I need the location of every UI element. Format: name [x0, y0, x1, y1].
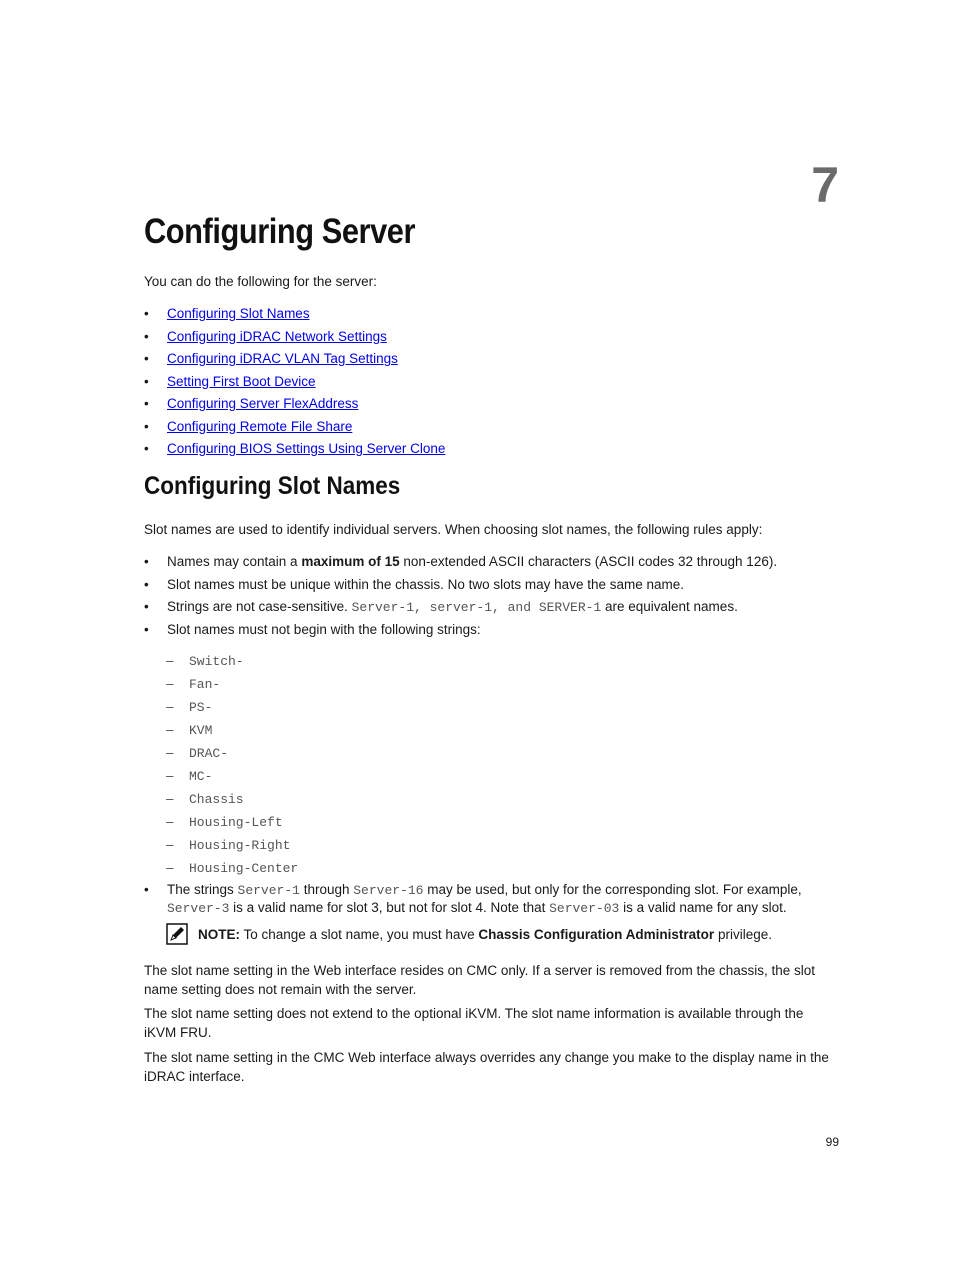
note-emphasis: Chassis Configuration Administrator	[478, 926, 715, 942]
list-item	[144, 372, 445, 395]
rule-item	[144, 881, 802, 917]
code-text: Server-1, server-1, and SERVER-1	[351, 600, 602, 615]
code-text: Housing-Left	[189, 815, 283, 830]
list-item	[144, 439, 445, 462]
rule-text: non-extended ASCII characters (ASCII codes 32 through 126).	[399, 554, 778, 569]
code-text: DRAC-	[189, 746, 229, 761]
list-item: – Housing-Right	[166, 837, 291, 853]
note-pencil-icon	[166, 923, 188, 945]
rule-text: The strings	[167, 882, 238, 897]
code-text: Server-1	[237, 883, 300, 898]
rule-text: Slot names must not begin with the following strings:	[167, 621, 481, 637]
paragraph: The slot name setting in the Web interface resides on CMC only. If a server is removed from the chassis, the slot name setting does not remain with the server.	[144, 963, 816, 997]
paragraph: The slot name setting does not extend to the optional iKVM. The slot name information is available through the iKVM FRU.	[144, 1006, 804, 1040]
rules-list	[144, 552, 777, 642]
list-item	[144, 417, 445, 440]
note-text: privilege.	[714, 926, 772, 942]
note-text: To change a slot name, you must have	[240, 926, 479, 942]
list-item	[144, 304, 445, 327]
page-number: 99	[825, 1135, 839, 1149]
code-text: Switch-	[189, 654, 244, 669]
code-text: MC-	[189, 769, 213, 784]
list-item: – KVM	[166, 722, 213, 738]
list-item: – Switch-	[166, 653, 244, 669]
section-intro: Slot names are used to identify individual servers. When choosing slot names, the following rules apply:	[144, 522, 763, 537]
paragraph: The slot name setting in the CMC Web interface always overrides any change you make to the display name in the iDRAC interface.	[144, 1050, 829, 1084]
link-configuring-bios-settings-server-clone[interactable]: Configuring BIOS Settings Using Server Clone	[167, 441, 446, 456]
rule-emphasis: maximum of 15	[301, 554, 400, 569]
note-label: NOTE:	[198, 926, 240, 942]
list-item	[144, 349, 445, 372]
rule-item	[144, 597, 777, 620]
link-setting-first-boot-device[interactable]: Setting First Boot Device	[167, 373, 316, 389]
list-item: – MC-	[166, 768, 213, 784]
rule-text: Slot names must be unique within the chassis. No two slots may have the same name.	[167, 576, 685, 592]
rule-item	[144, 575, 777, 598]
code-text: Server-03	[549, 901, 620, 916]
code-text: KVM	[189, 723, 213, 738]
code-text: Housing-Center	[189, 861, 299, 876]
rule-text: are equivalent names.	[601, 599, 738, 614]
code-text: Housing-Right	[189, 838, 291, 853]
list-item: – Housing-Center	[166, 860, 299, 876]
list-item	[144, 327, 445, 350]
forbidden-prefix-list	[166, 651, 298, 881]
rule-text: Strings are not case-sensitive.	[167, 599, 352, 614]
link-configuring-idrac-network-settings[interactable]: Configuring iDRAC Network Settings	[167, 328, 387, 344]
rule-text: is a valid name for slot 3, but not for slot 4. Note that	[229, 900, 550, 915]
toc-link-list	[144, 304, 445, 462]
section-title: Configuring Slot Names	[144, 472, 401, 500]
code-text: Server-3	[167, 901, 230, 916]
intro-text: You can do the following for the server:	[144, 274, 377, 289]
list-item	[144, 394, 445, 417]
code-text: PS-	[189, 700, 213, 715]
link-configuring-idrac-vlan-tag-settings[interactable]: Configuring iDRAC VLAN Tag Settings	[167, 351, 398, 366]
link-configuring-remote-file-share[interactable]: Configuring Remote File Share	[167, 418, 353, 434]
rules-list-continued	[144, 881, 802, 917]
rule-text: through	[299, 882, 354, 897]
code-text: Chassis	[189, 792, 244, 807]
code-text: Fan-	[189, 677, 221, 692]
rule-item	[144, 552, 777, 575]
list-item: – Fan-	[166, 676, 221, 692]
note-callout	[166, 923, 772, 945]
link-configuring-server-flexaddress[interactable]: Configuring Server FlexAddress	[167, 396, 359, 411]
rule-text: Names may contain a	[167, 554, 302, 569]
page-title: Configuring Server	[144, 212, 416, 251]
list-item: – Chassis	[166, 791, 244, 807]
code-text: Server-16	[353, 883, 424, 898]
list-item: – Housing-Left	[166, 814, 283, 830]
rule-text: may be used, but only for the corresponding slot. For example,	[423, 882, 802, 897]
chapter-number: 7	[811, 157, 839, 213]
rule-text: is a valid name for any slot.	[619, 900, 787, 915]
list-item: – PS-	[166, 699, 213, 715]
rule-item	[144, 620, 777, 643]
list-item: – DRAC-	[166, 745, 229, 761]
link-configuring-slot-names[interactable]: Configuring Slot Names	[167, 306, 310, 321]
